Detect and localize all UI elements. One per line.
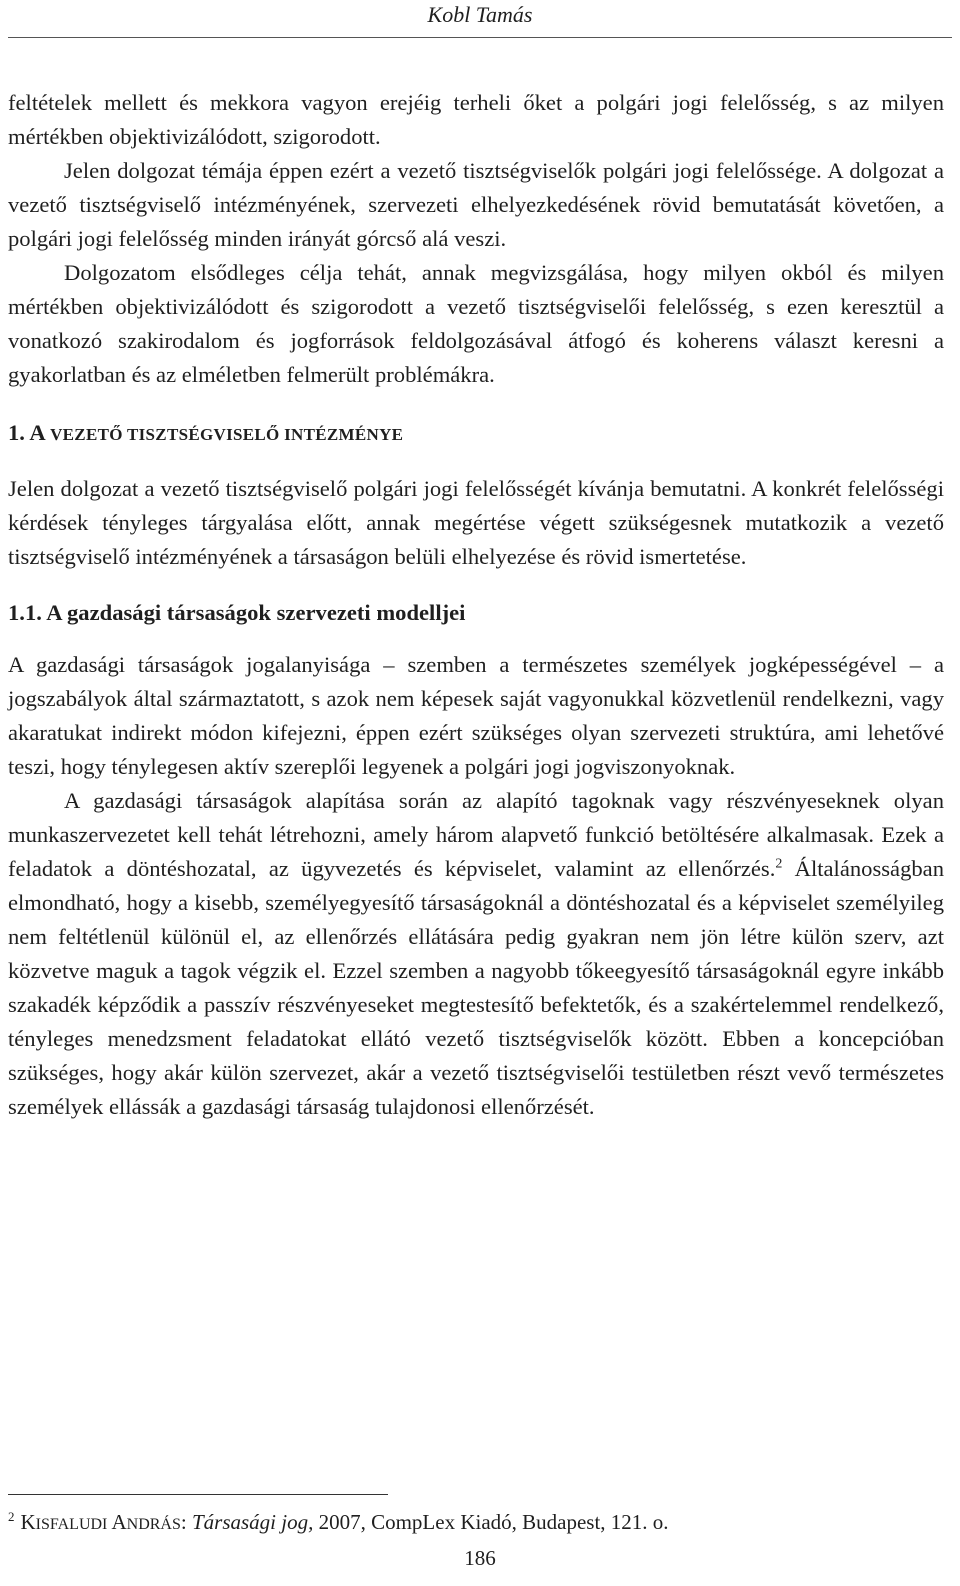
paragraph-text: A gazdasági társaságok alapítása során az alapító tagoknak vagy részvényeseknek olyan munkaszervezetet kell tehát létrehozni, amely három alapvető funkció betöltésére alkalmasak. Ezek a feladatok a döntéshozatal, az ügyvezetés és képviselet, valamint az ellenőrzés. xyxy=(8,788,944,881)
header-rule xyxy=(8,37,952,38)
footnote-author-smallcaps: ISFALUDI xyxy=(35,1516,108,1533)
footnote-author-cap: A xyxy=(111,1510,127,1534)
section-title-smallcaps: VEZETŐ TISZTSÉGVISELŐ INTÉZMÉNYE xyxy=(50,425,404,444)
paragraph xyxy=(8,784,944,1124)
body-text xyxy=(8,86,944,1124)
running-head: Kobl Tamás xyxy=(427,2,533,27)
footnote-reference[interactable]: 2 xyxy=(775,856,783,872)
paragraph: A gazdasági társaságok jogalanyisága – szemben a természetes személyek jogképességével – a jogszabályok által származtatott, s azok nem képesek saját vagyonukkal közvetlenül rendelkezni, vagy akaratukat indirekt módon kifejezni, éppen ezért szükséges olyan szervezeti struktúra, ami lehetővé teszi, hogy ténylegesen aktív szereplői legyenek a polgári jogi jogviszonyoknak. xyxy=(8,652,944,779)
page-number: 186 xyxy=(464,1546,496,1570)
paragraph: feltételek mellett és mekkora vagyon erejéig terheli őket a polgári jogi felelősség, s az milyen mértékben objektivizálódott, szigorodott. xyxy=(8,90,944,149)
section-heading xyxy=(8,416,944,452)
paragraph: Dolgozatom elsődleges célja tehát, annak megvizsgálása, hogy milyen okból és milyen mértékben objektivizálódott és szigorodott a vezető tisztségviselői felelősség, s ezen keresztül a vonatkozó szakirodalom és jogforrások feldolgozásával átfogó és koherens választ keresni a gyakorlatban és az elméletben felmerült problémákra. xyxy=(8,260,944,387)
footnote-citation: 2007, CompLex Kiadó, Budapest, 121. o. xyxy=(313,1510,669,1534)
section-title-cap: A xyxy=(29,420,45,445)
subsection-heading: 1.1. A gazdasági társaságok szervezeti modelljei xyxy=(8,600,466,625)
section-number: 1. xyxy=(8,420,25,445)
paragraph-text: Általánosságban elmondható, hogy a kisebb, személyegyesítő társaságoknál a döntéshozatal és a képviselet személyileg nem feltétlenül különül el, az ellenőrzés ellátására pedig gyakran nem jön létre külön szerv, azt közvetve maguk a tagok végzik el. Ezzel szemben a nagyobb tőkeegyesítő társaságoknál egyre inkább szakadék képződik a passzív részvényeseket megtestesítő befektetők, és a szakértelemmel rendelkező, tényleges menedzsment feladatokat ellátó vezető tisztségviselők között. Ebben a koncepcióban szükséges, hogy akár külön szervezet, akár a vezető tisztségviselői testületben részt vevő természetes személyek ellássák a gazdasági társaság tulajdonosi ellenőrzését. xyxy=(8,856,944,1119)
footnote-author-smallcaps: NDRÁS xyxy=(126,1516,181,1533)
footnote-number: 2 xyxy=(8,1509,15,1524)
footnote xyxy=(8,1508,944,1539)
paragraph: Jelen dolgozat a vezető tisztségviselő polgári jogi felelősségét kívánja bemutatni. A konkrét felelősségi kérdések tényleges tárgyalása előtt, annak megértése végett szükségesnek mutatkozik a vezető tisztségviselő intézményének a társaságon belüli elhelyezése és rövid ismertetése. xyxy=(8,476,944,569)
footnote-colon: : xyxy=(180,1510,187,1534)
footnote-title: Társasági jog, xyxy=(191,1510,314,1534)
paragraph: Jelen dolgozat témája éppen ezért a vezető tisztségviselők polgári jogi felelőssége. A dolgozat a vezető tisztségviselő intézményének, szervezeti elhelyezkedésének rövid bemutatását követően, a polgári jogi felelősség minden irányát górcső alá veszi. xyxy=(8,158,944,251)
footnote-rule xyxy=(8,1494,388,1495)
footnote-author-cap: K xyxy=(20,1510,36,1534)
